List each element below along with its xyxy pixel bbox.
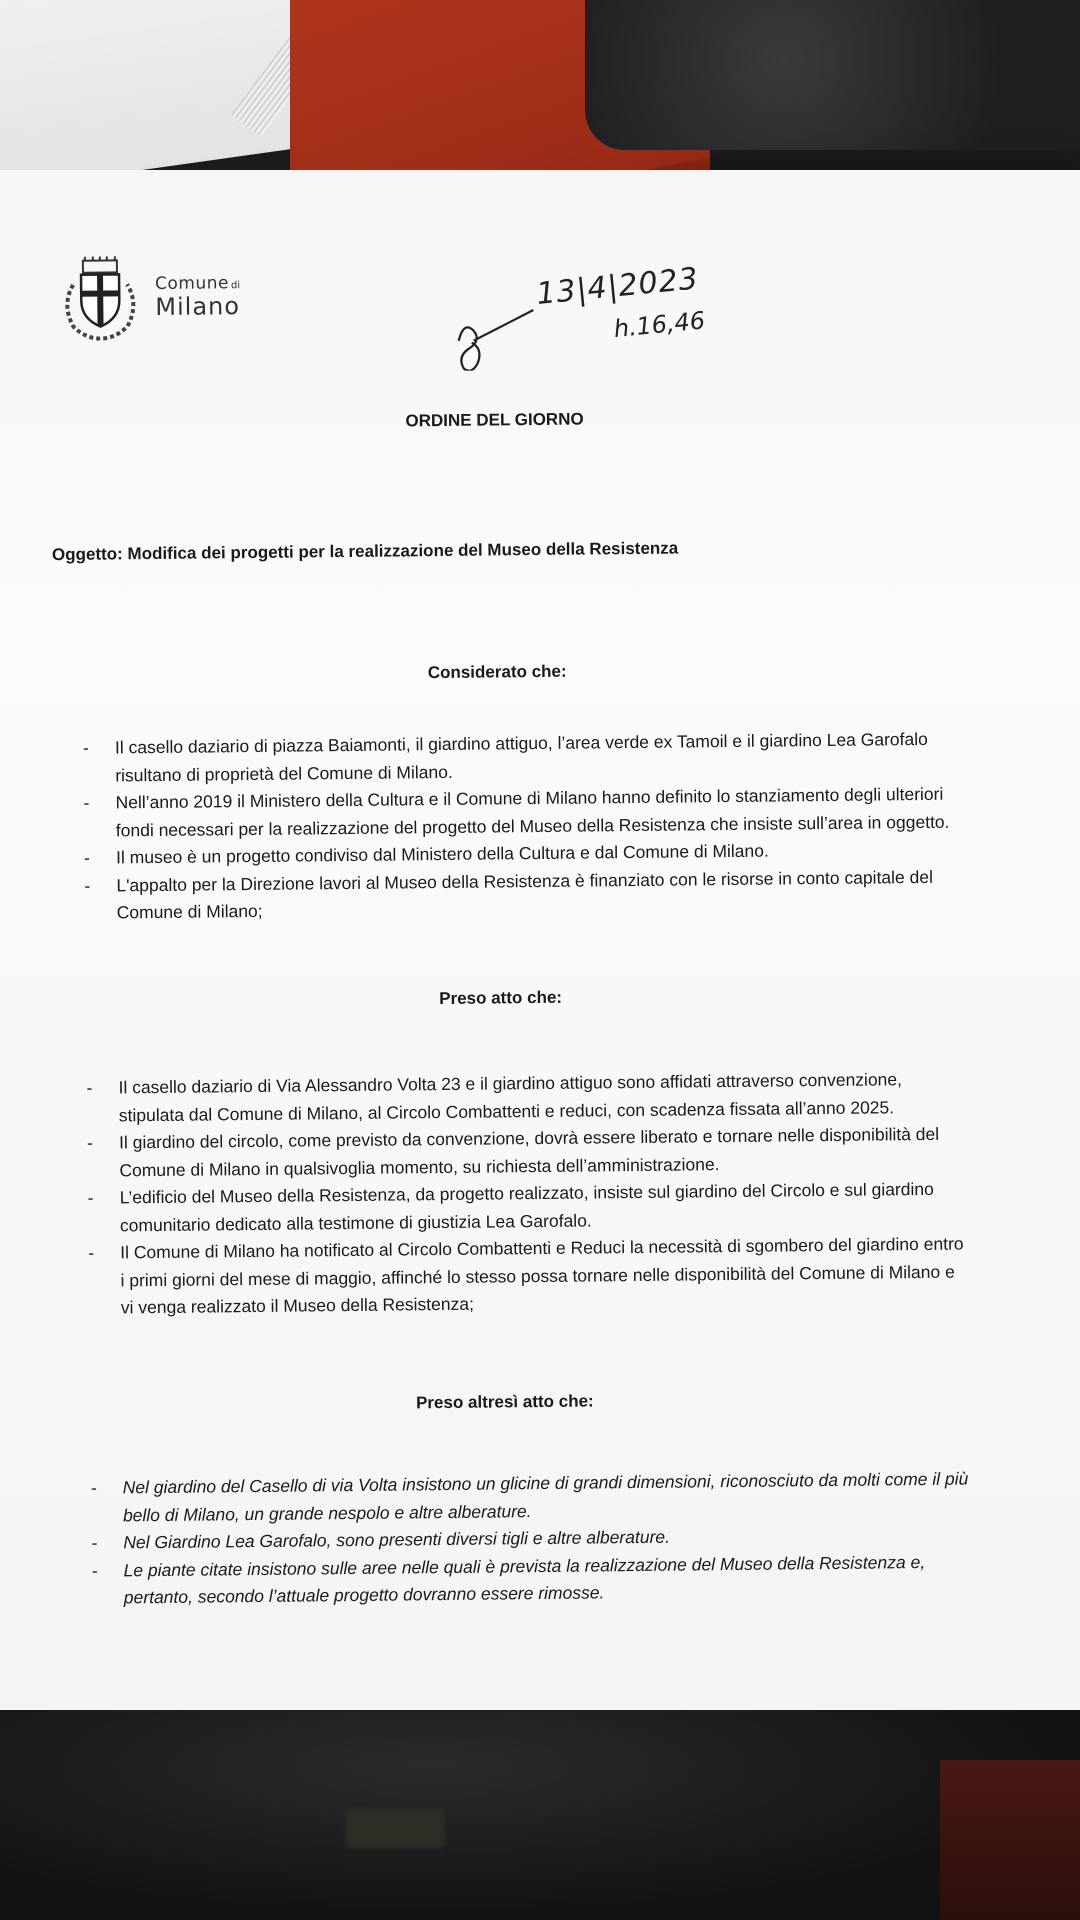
background-red-corner [940, 1760, 1080, 1920]
logo-text [155, 273, 240, 320]
logo-comune: Comune [155, 273, 230, 294]
logo-di: di [230, 280, 241, 292]
handwritten-signature-icon [448, 300, 544, 371]
section-heading-preso-altresi: Preso altresì atto che: [415, 1391, 594, 1413]
list-item: - L'appalto per la Direzione lavori al Museo della Resistenza è finanziato con le risorse in conto capitale del Comune di Milano; [84, 863, 965, 927]
list-item: - Il casello daziario di Via Alessandro Volta 23 e il giardino attiguo sono affidati attraverso convenzione, stipulata dal Comune di Milano, al Circolo Combattenti e reduci, con scadenza fissata all’anno 2025. [86, 1066, 967, 1130]
background-table-bottom [0, 1700, 1080, 1920]
handwritten-date: 13|4|2023 [534, 261, 701, 313]
list-preso-atto [86, 1066, 969, 1323]
document-subject: Oggetto: Modifica dei progetti per la realizzazione del Museo della Resistenza [51, 538, 679, 565]
background-dark-object [585, 0, 1080, 150]
list-considerato [83, 726, 965, 928]
comune-di-milano-logo [55, 252, 356, 345]
list-preso-altresi [91, 1466, 972, 1613]
handwritten-note [448, 261, 749, 381]
list-item: - L’edificio del Museo della Resistenza, da progetto realizzato, insiste sul giardino del Circolo e sul giardino comunitario dedicato alla testimone di giustizia Lea Garofalo. [88, 1176, 969, 1240]
logo-milano: Milano [155, 292, 241, 321]
list-item: - Nell’anno 2019 il Ministero della Cultura e il Comune di Milano hanno definito lo stanziamento degli ulteriori fondi necessari per la realizzazione del progetto del Museo della Resistenza che insiste sull’area in oggetto. [83, 781, 964, 845]
list-item: - Il Comune di Milano ha notificato al Circolo Combattenti e Reduci la necessità di sgombero del giardino entro i primi giorni del mese di maggio, affinché lo stesso possa tornare nelle disponibilità del Comune di Milano e vi venga realizzato il Museo della Resistenza; [88, 1231, 969, 1323]
list-item: - Nel Giardino Lea Garofalo, sono presenti diversi tigli e altre alberature. [91, 1521, 971, 1558]
document-content [0, 164, 1080, 1715]
handwritten-time: h.16,46 [612, 306, 707, 344]
document-title: ORDINE DEL GIORNO [405, 409, 584, 431]
list-item: - Il giardino del circolo, come previsto da convenzione, dovrà essere liberato e tornare nelle disponibilità del Comune di Milano in qualsivoglia momento, su richiesta dell’amministrazione. [87, 1121, 968, 1185]
section-heading-considerato: Considerato che: [427, 661, 567, 683]
list-item: - Il casello daziario di piazza Baiamonti, il giardino attiguo, l’area verde ex Tamoil e il giardino Lea Garofalo risultano di proprietà del Comune di Milano. [83, 726, 964, 790]
blurred-object [345, 1808, 445, 1848]
list-item: - Le piante citate insistono sulle aree nelle quali è prevista la realizzazione del Museo della Resistenza e, pertanto, secondo l’attuale progetto dovranno essere rimosse. [91, 1548, 972, 1612]
list-item: - Il museo è un progetto condiviso dal Ministero della Cultura e dal Comune di Milano. [84, 836, 964, 873]
list-item: - Nel giardino del Casello di via Volta insistono un glicine di grandi dimensioni, riconosciuto da molti come il più bello di Milano, un grande nespolo e altre alberature. [91, 1466, 972, 1530]
milano-coat-of-arms-icon [55, 254, 146, 345]
section-heading-preso-atto: Preso atto che: [439, 987, 563, 1009]
